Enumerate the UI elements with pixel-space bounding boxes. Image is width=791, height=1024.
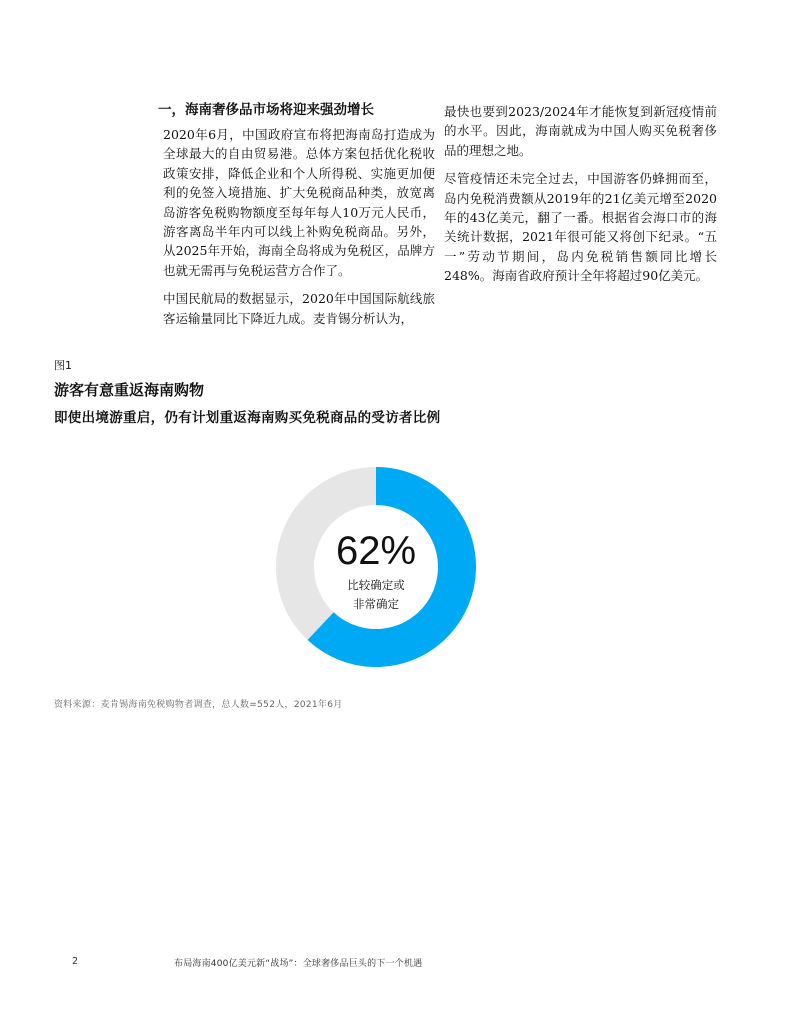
donut-center-label-line2: 非常确定	[353, 597, 399, 611]
donut-chart	[276, 467, 476, 667]
right-column	[444, 102, 717, 295]
figure-label: 图1	[54, 359, 72, 372]
figure-source: 资料来源：麦肯锡海南免税购物者调查，总人数=552人，2021年6月	[54, 700, 343, 710]
donut-center-value: 62%	[335, 529, 417, 573]
figure-subtitle: 即使出境游重启，仍有计划重返海南购买免税商品的受访者比例	[54, 410, 441, 426]
left-column	[163, 125, 435, 337]
page-number: 2	[72, 956, 79, 967]
donut-center-label-line1: 比较确定或	[347, 578, 405, 592]
section-heading: 一，海南奢侈品市场将迎来强劲增长	[158, 102, 374, 118]
footer-title: 布局海南400亿美元新“战场”：全球奢侈品巨头的下一个机遇	[174, 959, 423, 969]
paragraph: 2020年6月，中国政府宣布将把海南岛打造成为全球最大的自由贸易港。总体方案包括优化税收政策安排，降低企业和个人所得税、实施更加便利的免签入境措施、扩大免税商品种类，放宽离岛游客免税购物额度至每年每人10万元人民币，游客离岛半年内可以线上补购免税商品。另外，从2025年开始，海南全岛将成为免税区，品牌方也就无需再与免税运营方合作了。	[163, 127, 435, 278]
figure-title: 游客有意重返海南购物	[54, 381, 205, 399]
paragraph: 中国民航局的数据显示，2020年中国国际航线旅客运输量同比下降近九成。麦肯锡分析认为，	[163, 291, 435, 326]
paragraph: 尽管疫情还未完全过去，中国游客仍蜂拥而至，岛内免税消费额从2019年的21亿美元增至2020年的43亿美元，翻了一番。根据省会海口市的海关统计数据，2021年很可能又将创下纪录。“五一”劳动节期间，岛内免税销售额同比增长248%。海南省政府预计全年将超过90亿美元。	[444, 171, 717, 284]
paragraph: 最快也要到2023/2024年才能恢复到新冠疫情前的水平。因此，海南就成为中国人购买免税奢侈品的理想之地。	[444, 104, 717, 158]
